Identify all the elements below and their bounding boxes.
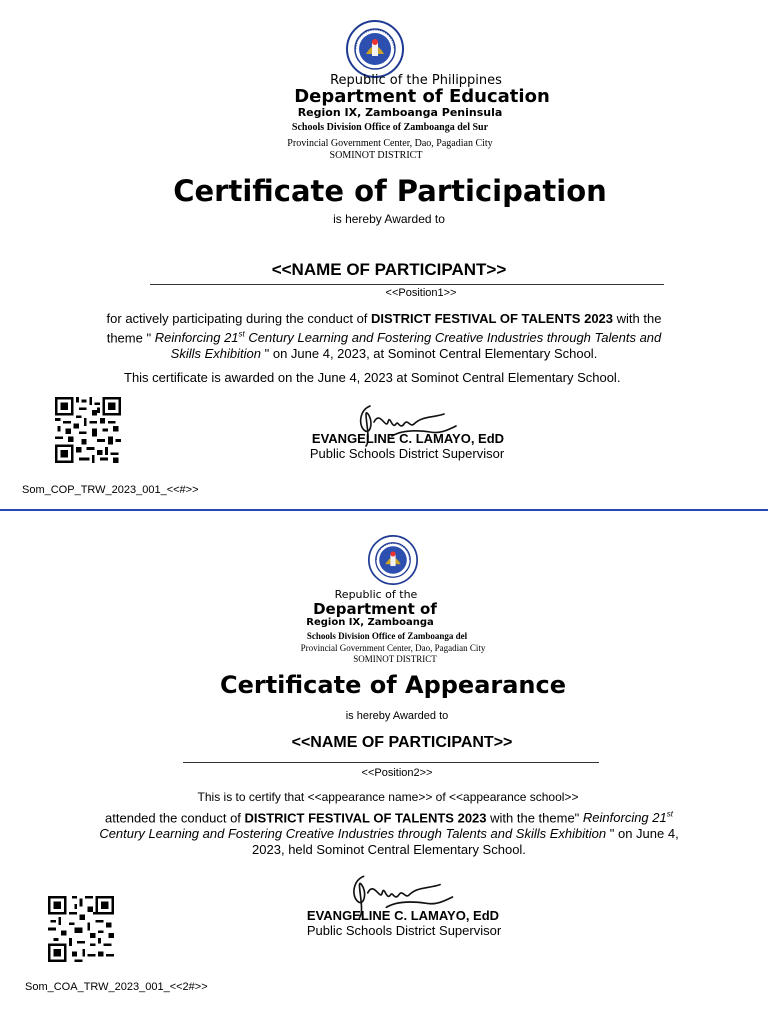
certificate-code: Som_COA_TRW_2023_001_<<2#>> [25, 981, 208, 993]
awarded-text: is hereby Awarded to [333, 212, 445, 226]
awarded-on-pre: This certificate is awarded on the June 4, 2023 at [124, 370, 411, 385]
region-text: Region IX, Zamboanga [306, 617, 434, 628]
name-underline [183, 762, 599, 763]
deped-seal-icon [368, 535, 418, 585]
signatory-name: EVANGELINE C. LAMAYO, EdD [306, 908, 500, 923]
body-line1-pre: for actively participating during the conduct of [106, 311, 372, 326]
position-text: <<Position2>> [361, 767, 433, 779]
certificate-title: Certificate of Appearance [219, 671, 567, 699]
awarded-on-line [124, 370, 620, 385]
theme-part1: Reinforcing 21 [582, 810, 667, 826]
district-text: SOMINOT DISTRICT [353, 654, 437, 664]
division-text: Schools Division Office of Zamboanga del Sur [291, 122, 489, 133]
signatory-title: Public Schools District Supervisor [309, 446, 505, 461]
signatory-name: EVANGELINE C. LAMAYO, EdD [311, 431, 505, 446]
event-name: DISTRICT FESTIVAL OF TALENTS 2023 [371, 311, 614, 326]
body-line1-mid: with the theme" [486, 810, 583, 826]
body-line1-post: with the [613, 311, 662, 326]
signatory-title: Public Schools District Supervisor [306, 923, 502, 938]
event-name: DISTRICT FESTIVAL OF TALENTS 2023 [244, 810, 487, 826]
body-line3-post: " on June 4, 2023, at Sominot Central Elementary School. [261, 346, 598, 362]
theme-line3: Skills Exhibition [170, 346, 261, 362]
division-text: Schools Division Office of Zamboanga del [306, 631, 468, 641]
body-paragraph [0, 807, 768, 858]
address-text: Provincial Government Center, Dao, Pagadian City [287, 138, 493, 149]
region-text: Region IX, Zamboanga Peninsula [297, 106, 503, 119]
body-line2-post: " on June 4, [606, 826, 679, 842]
certify-line: This is to certify that <<appearance name>> of <<appearance school>> [197, 790, 579, 804]
body-line2-pre: theme " [106, 330, 155, 346]
awarded-text: is hereby Awarded to [345, 710, 449, 722]
certificate-title: Certificate of Participation [173, 174, 607, 208]
awarded-on-post: Sominot Central Elementary School. [410, 370, 621, 385]
address-text: Provincial Government Center, Dao, Pagadian City [300, 643, 486, 653]
republic-text: Republic of the [334, 588, 418, 601]
body-line3: 2023, held Sominot Central Elementary School. [252, 842, 526, 858]
department-text: Department of [313, 600, 437, 618]
body-line1-pre: attended the conduct of [105, 810, 245, 826]
district-text: SOMINOT DISTRICT [329, 150, 423, 161]
section-divider [0, 509, 768, 511]
theme-line2: Century Learning and Fostering Creative Industries through Talents and Skills Exhibition [99, 826, 607, 842]
participant-name: <<NAME OF PARTICIPANT>> [271, 260, 507, 279]
theme-part1: Reinforcing 21 [154, 330, 239, 346]
certificate-code: Som_COP_TRW_2023_001_<<#>> [22, 484, 199, 496]
name-underline [150, 284, 664, 285]
position-text: <<Position1>> [385, 287, 457, 299]
theme-sup: st [238, 330, 245, 339]
participant-name: <<NAME OF PARTICIPANT>> [291, 734, 513, 751]
theme-sup: st [666, 810, 673, 819]
body-paragraph [0, 311, 768, 362]
republic-text: Republic of the Philippines [330, 73, 502, 88]
deped-seal-icon [346, 20, 404, 78]
theme-part2: Century Learning and Fostering Creative Industries through Talents and [244, 330, 662, 346]
department-text: Department of Education [294, 86, 550, 107]
